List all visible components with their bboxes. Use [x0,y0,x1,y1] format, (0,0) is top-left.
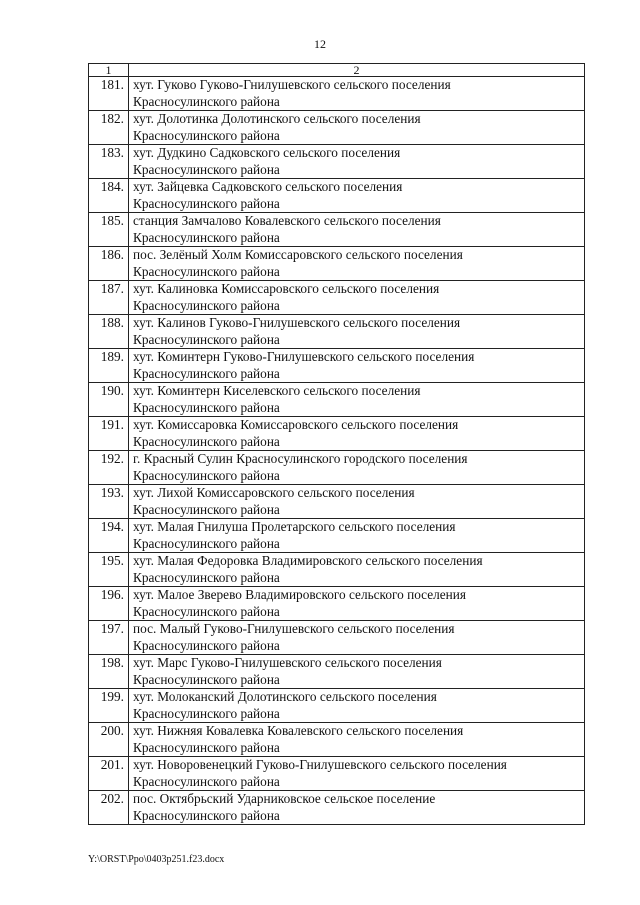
row-number: 189. [89,349,129,383]
district-name: Красносулинского района [133,127,280,143]
settlement-cell [129,315,585,349]
row-number: 196. [89,587,129,621]
row-number: 188. [89,315,129,349]
table-body [89,64,585,825]
settlement-cell [129,145,585,179]
settlement-cell [129,111,585,145]
settlement-cell [129,587,585,621]
header-col-2: 2 [129,64,585,77]
table-row [89,213,585,247]
settlement-cell [129,553,585,587]
district-name: Красносулинского района [133,807,280,823]
table-header-row [89,64,585,77]
row-number: 201. [89,757,129,791]
settlement-cell [129,621,585,655]
district-name: Красносулинского района [133,297,280,313]
table-row [89,145,585,179]
row-number: 184. [89,179,129,213]
table-row [89,349,585,383]
district-name: Красносулинского района [133,569,280,585]
row-number: 186. [89,247,129,281]
settlement-name: хут. Малая Федоровка Владимировского сельского поселения [133,553,483,568]
settlement-name: хут. Лихой Комиссаровского сельского поселения [133,485,415,500]
settlement-name: хут. Дудкино Садковского сельского поселения [133,145,401,160]
settlement-cell [129,485,585,519]
row-number: 181. [89,77,129,111]
settlement-cell [129,451,585,485]
settlement-cell [129,281,585,315]
header-col-1: 1 [89,64,129,77]
settlement-name: хут. Малое Зверево Владимировского сельского поселения [133,587,467,602]
table-row [89,655,585,689]
district-name: Красносулинского района [133,637,280,653]
table-row [89,621,585,655]
settlement-name: пос. Зелёный Холм Комиссаровского сельского поселения [133,247,463,262]
district-name: Красносулинского района [133,467,280,483]
district-name: Красносулинского района [133,365,280,381]
district-name: Красносулинского района [133,195,280,211]
row-number: 185. [89,213,129,247]
settlement-cell [129,689,585,723]
district-name: Красносулинского района [133,739,280,755]
settlements-table [88,63,585,825]
row-number: 198. [89,655,129,689]
settlement-name: хут. Малая Гнилуша Пролетарского сельского поселения [133,519,456,534]
table-row [89,451,585,485]
district-name: Красносулинского района [133,331,280,347]
row-number: 194. [89,519,129,553]
settlement-name: хут. Долотинка Долотинского сельского поселения [133,111,421,126]
settlement-cell [129,77,585,111]
table-row [89,587,585,621]
table-row [89,111,585,145]
settlement-name: хут. Нижняя Ковалевка Ковалевского сельского поселения [133,723,464,738]
table-row [89,519,585,553]
table-row [89,553,585,587]
district-name: Красносулинского района [133,773,280,789]
district-name: Красносулинского района [133,93,280,109]
row-number: 199. [89,689,129,723]
table-row [89,383,585,417]
row-number: 195. [89,553,129,587]
settlement-cell [129,723,585,757]
settlement-cell [129,791,585,825]
settlement-name: хут. Калинов Гуково-Гнилушевского сельского поселения [133,315,461,330]
settlement-cell [129,349,585,383]
district-name: Красносулинского района [133,671,280,687]
settlement-cell [129,519,585,553]
settlement-cell [129,383,585,417]
table-row [89,417,585,451]
district-name: Красносулинского района [133,399,280,415]
settlement-name: хут. Зайцевка Садковского сельского поселения [133,179,403,194]
settlement-cell [129,213,585,247]
settlement-cell [129,655,585,689]
row-number: 202. [89,791,129,825]
table-row [89,77,585,111]
settlement-name: хут. Комиссаровка Комиссаровского сельского поселения [133,417,459,432]
page-number: 12 [314,37,326,51]
row-number: 190. [89,383,129,417]
settlement-name: хут. Коминтерн Киселевского сельского поселения [133,383,421,398]
row-number: 183. [89,145,129,179]
row-number: 191. [89,417,129,451]
table-row [89,281,585,315]
district-name: Красносулинского района [133,603,280,619]
table-row [89,247,585,281]
settlement-cell [129,417,585,451]
settlement-name: пос. Малый Гуково-Гнилушевского сельского поселения [133,621,455,636]
settlement-name: хут. Калиновка Комиссаровского сельского поселения [133,281,440,296]
table-row [89,757,585,791]
district-name: Красносулинского района [133,705,280,721]
file-path-footer: Y:\ORST\Ppo\0403p251.f23.docx [88,854,225,865]
district-name: Красносулинского района [133,433,280,449]
settlement-name: пос. Октябрьский Ударниковское сельское поселение [133,791,436,806]
district-name: Красносулинского района [133,161,280,177]
table-row [89,315,585,349]
row-number: 197. [89,621,129,655]
settlement-name: г. Красный Сулин Красносулинского городского поселения [133,451,468,466]
district-name: Красносулинского района [133,263,280,279]
district-name: Красносулинского района [133,501,280,517]
district-name: Красносулинского района [133,535,280,551]
table-row [89,791,585,825]
settlement-name: хут. Коминтерн Гуково-Гнилушевского сельского поселения [133,349,475,364]
settlement-name: хут. Марс Гуково-Гнилушевского сельского поселения [133,655,442,670]
row-number: 192. [89,451,129,485]
table-row [89,689,585,723]
settlement-name: станция Замчалово Ковалевского сельского поселения [133,213,441,228]
row-number: 187. [89,281,129,315]
settlement-cell [129,179,585,213]
row-number: 200. [89,723,129,757]
table-row [89,723,585,757]
settlement-cell [129,247,585,281]
row-number: 193. [89,485,129,519]
settlement-name: хут. Молоканский Долотинского сельского поселения [133,689,437,704]
settlement-name: хут. Новоровенецкий Гуково-Гнилушевского сельского поселения [133,757,507,772]
table-row [89,179,585,213]
row-number: 182. [89,111,129,145]
district-name: Красносулинского района [133,229,280,245]
settlement-cell [129,757,585,791]
table-row [89,485,585,519]
settlement-name: хут. Гуково Гуково-Гнилушевского сельского поселения [133,77,451,92]
